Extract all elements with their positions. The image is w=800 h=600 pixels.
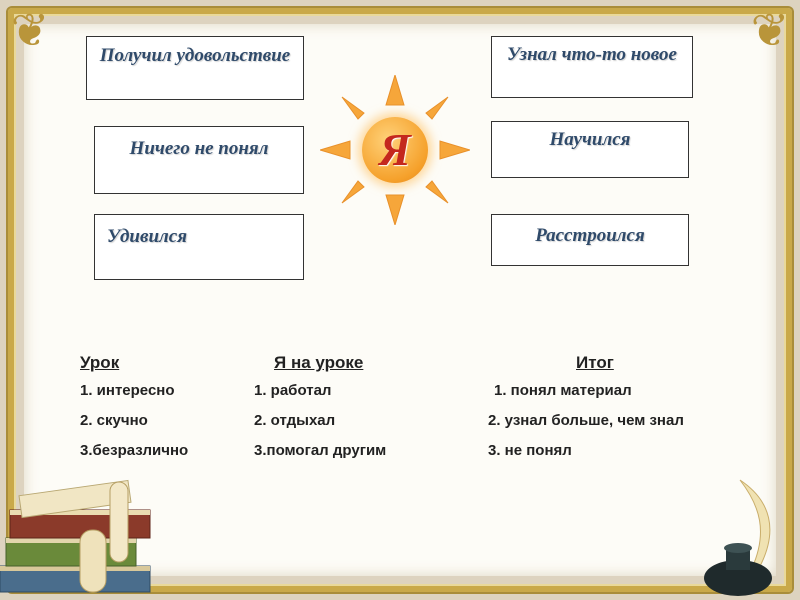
box-label: Получил удовольствие — [99, 45, 291, 66]
reflection-box-surprised — [94, 214, 304, 280]
column-lesson — [80, 350, 188, 466]
list-item: 3. не понял — [488, 442, 572, 459]
reflection-box-not-understood — [94, 126, 304, 194]
column-me-at-lesson — [254, 350, 386, 466]
sun-icon — [320, 75, 470, 225]
list-item: 1. интересно — [80, 382, 175, 399]
inkwell-quill-icon — [680, 470, 800, 600]
list-item: 1. понял материал — [494, 382, 632, 399]
reflection-box-learned — [491, 121, 689, 178]
box-label: Ничего не понял — [129, 138, 269, 159]
reflection-box-learned-new — [491, 36, 693, 98]
reflection-box-upset — [491, 214, 689, 266]
column-result — [488, 350, 684, 466]
list-item: 3.безразлично — [80, 442, 189, 459]
list-item: 2. отдыхал — [254, 412, 336, 429]
books-icon — [0, 470, 200, 600]
ornament-icon: ❦ — [10, 4, 50, 56]
list-item: 2. скучно — [80, 412, 148, 429]
column-title: Итог — [576, 353, 614, 372]
ornament-icon: ❦ — [750, 4, 790, 56]
box-label: Расстроился — [535, 225, 645, 246]
column-title: Я на уроке — [274, 353, 364, 372]
box-label: Удивился — [107, 226, 187, 247]
reflection-box-pleasure — [86, 36, 304, 100]
list-item: 2. узнал больше, чем знал — [488, 412, 684, 429]
box-label: Научился — [549, 129, 631, 150]
sun-letter: Я — [379, 124, 411, 175]
list-item: 1. работал — [254, 382, 332, 399]
column-title: Урок — [80, 353, 120, 372]
box-label: Узнал что-то новое — [507, 44, 677, 65]
list-item: 3.помогал другим — [254, 442, 387, 459]
